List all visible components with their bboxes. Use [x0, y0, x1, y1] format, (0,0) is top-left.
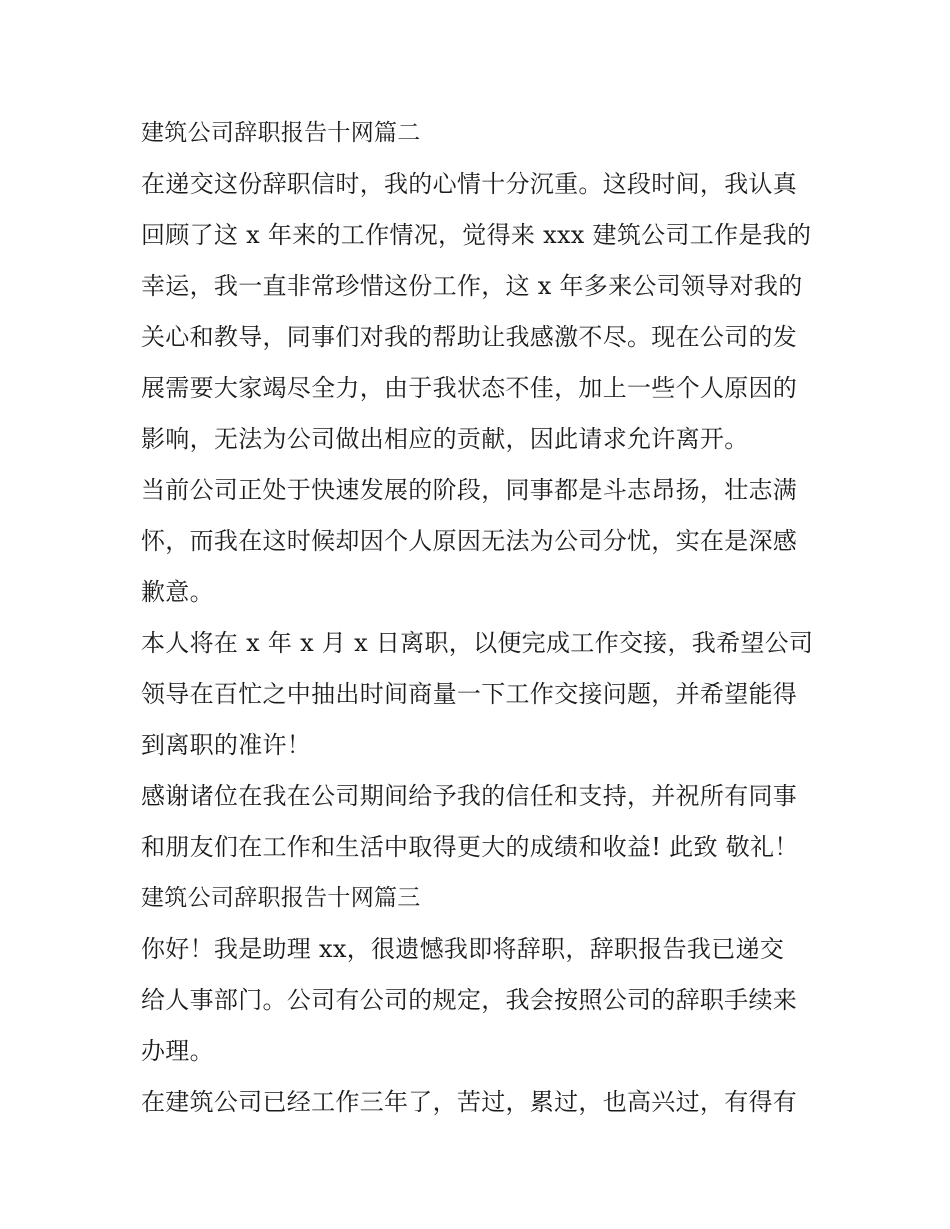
text-line: 给人事部门。公司有公司的规定，我会按照公司的辞职手续来: [141, 986, 798, 1014]
text-line: 和朋友们在工作和生活中取得更大的成绩和收益! 此致 敬礼！: [141, 833, 799, 861]
text-line: 在建筑公司已经工作三年了，苦过，累过，也高兴过，有得有: [141, 1088, 798, 1116]
text-line: 领导在百忙之中抽出时间商量一下工作交接问题，并希望能得: [141, 680, 798, 708]
paragraph-experience: [141, 1077, 821, 1128]
text-line: 回顾了这 x 年来的工作情况，觉得来 xxx 建筑公司工作是我的: [141, 221, 812, 249]
text-line: 影响，无法为公司做出相应的贡献，因此请求允许离开。: [141, 425, 749, 453]
text-line: 你好！我是助理 xx，很遗憾我即将辞职，辞职报告我已递交: [141, 935, 785, 963]
text-line: 到离职的准许！: [141, 731, 312, 759]
paragraph-company-status: [141, 465, 821, 618]
paragraph-thanks: [141, 771, 821, 873]
text-line: 幸运，我一直非常珍惜这份工作，这 x 年多来公司领导对我的: [141, 272, 803, 300]
text-line: 歉意。: [141, 578, 214, 606]
text-line: 在递交这份辞职信时，我的心情十分沉重。这段时间，我认真: [141, 170, 798, 198]
text-line: 展需要大家竭尽全力，由于我状态不佳，加上一些个人原因的: [141, 374, 798, 402]
text-line: 关心和教导，同事们对我的帮助让我感激不尽。现在公司的发: [141, 323, 798, 351]
paragraph-resignation-intro: [141, 159, 821, 465]
section-heading-2: 建筑公司辞职报告十网篇二: [141, 120, 421, 146]
paragraph-leave-date: [141, 618, 821, 771]
text-line: 办理。: [141, 1037, 214, 1065]
text-line: 怀，而我在这时候却因个人原因无法为公司分忧，实在是深感: [141, 527, 798, 555]
section-heading-3: 建筑公司辞职报告十网篇三: [141, 885, 421, 911]
paragraph-greeting: [141, 924, 821, 1077]
text-line: 当前公司正处于快速发展的阶段，同事都是斗志昂扬，壮志满: [141, 476, 798, 504]
text-line: 感谢诸位在我在公司期间给予我的信任和支持，并祝所有同事: [141, 782, 798, 810]
text-line: 本人将在 x 年 x 月 x 日离职，以便完成工作交接，我希望公司: [141, 629, 814, 657]
document-body: [141, 108, 821, 1128]
